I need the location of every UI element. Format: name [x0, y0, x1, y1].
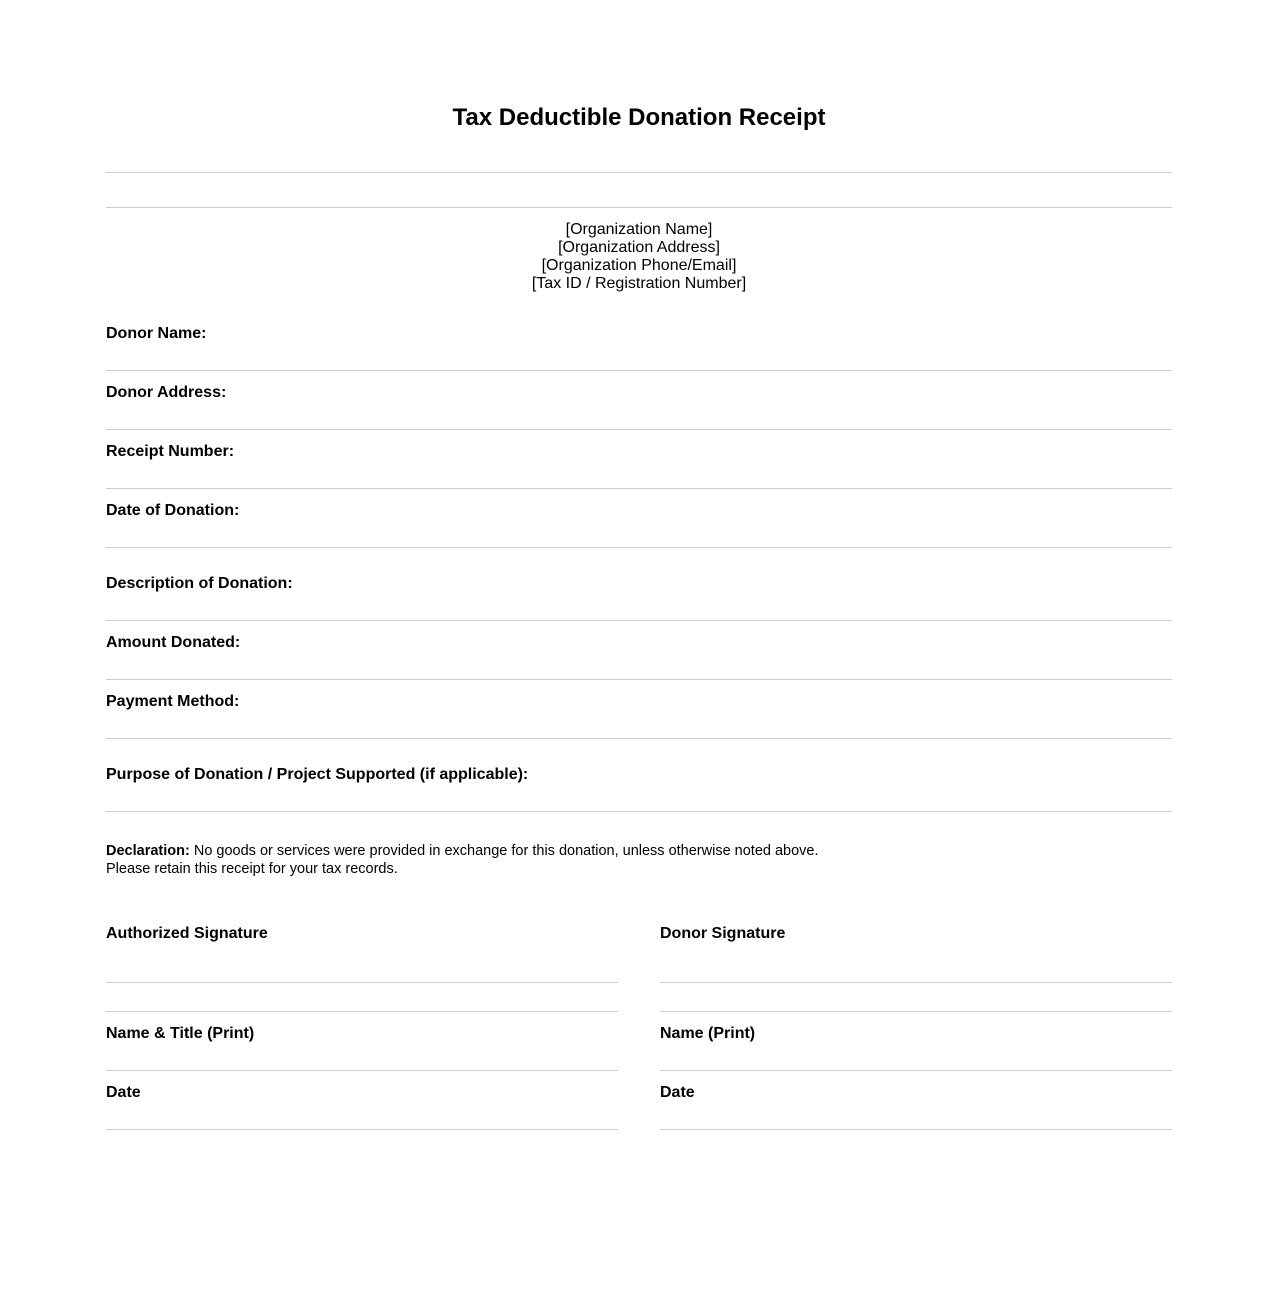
- donor-signature-label: Donor Signature: [660, 925, 786, 942]
- divider: [106, 207, 1172, 208]
- amount-donated-label: Amount Donated:: [106, 634, 241, 651]
- amount-donated-field[interactable]: [106, 679, 1172, 680]
- divider: [660, 1011, 1172, 1012]
- donor-name-field[interactable]: [106, 370, 1172, 371]
- authorized-date-line[interactable]: [106, 1129, 618, 1130]
- purpose-field[interactable]: [106, 811, 1172, 812]
- organization-contact: [Organization Phone/Email]: [541, 257, 737, 274]
- donation-description-field[interactable]: [106, 620, 1172, 621]
- donor-print-name-line[interactable]: [660, 1070, 1172, 1071]
- donor-address-field[interactable]: [106, 429, 1172, 430]
- authorized-signature-line[interactable]: [106, 982, 618, 983]
- authorized-date-label: Date: [106, 1084, 141, 1101]
- donation-date-label: Date of Donation:: [106, 502, 240, 519]
- declaration-label: Declaration:: [106, 843, 190, 859]
- organization-tax-id: [Tax ID / Registration Number]: [531, 275, 747, 292]
- organization-address: [Organization Address]: [558, 239, 720, 256]
- donor-print-name-label: Name (Print): [660, 1025, 756, 1042]
- donor-date-line[interactable]: [660, 1129, 1172, 1130]
- donor-address-label: Donor Address:: [106, 384, 227, 401]
- purpose-label: Purpose of Donation / Project Supported (if applicable):: [106, 766, 529, 783]
- declaration: [106, 842, 819, 878]
- organization-name: [Organization Name]: [565, 221, 713, 238]
- page-title: Tax Deductible Donation Receipt: [452, 104, 826, 131]
- authorized-signature-label: Authorized Signature: [106, 925, 268, 942]
- donor-date-label: Date: [660, 1084, 695, 1101]
- authorized-name-title-label: Name & Title (Print): [106, 1025, 255, 1042]
- declaration-note: Please retain this receipt for your tax records.: [106, 861, 398, 877]
- receipt-number-label: Receipt Number:: [106, 443, 235, 460]
- receipt-number-field[interactable]: [106, 488, 1172, 489]
- payment-method-field[interactable]: [106, 738, 1172, 739]
- donation-description-label: Description of Donation:: [106, 575, 293, 592]
- declaration-text: No goods or services were provided in exchange for this donation, unless otherwise noted above.: [189, 843, 819, 859]
- donation-date-field[interactable]: [106, 547, 1172, 548]
- divider: [106, 172, 1172, 173]
- divider: [106, 1011, 618, 1012]
- donor-name-label: Donor Name:: [106, 325, 207, 342]
- organization-block: [0, 221, 1278, 293]
- authorized-name-line[interactable]: [106, 1070, 618, 1071]
- donor-signature-line[interactable]: [660, 982, 1172, 983]
- payment-method-label: Payment Method:: [106, 693, 240, 710]
